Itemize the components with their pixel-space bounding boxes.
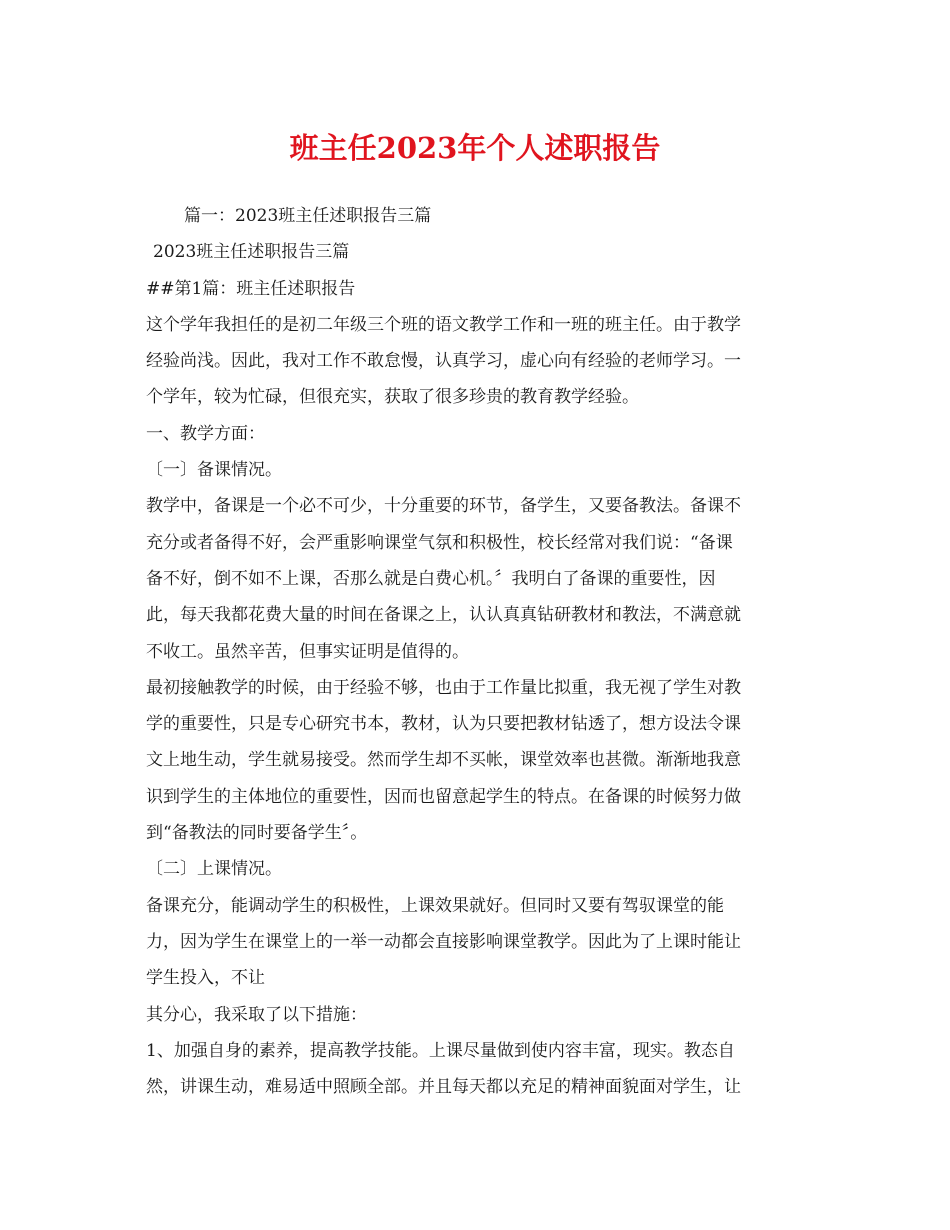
- document-body: [146, 198, 806, 1105]
- text-line: 识到学生的主体地位的重要性，因而也留意起学生的特点。在备课的时候努力做: [146, 786, 741, 807]
- text-line: 充分或者备得不好，会严重影响课堂气氛和积极性，校长经常对我们说：“备课: [146, 532, 733, 553]
- text-line: 力，因为学生在课堂上的一举一动都会直接影响课堂教学。因此为了上课时能让: [146, 931, 741, 952]
- text-line: 其分心，我采取了以下措施：: [146, 1004, 367, 1025]
- text-line: 个学年，较为忙碌，但很充实，获取了很多珍贵的教育教学经验。: [146, 387, 639, 408]
- text-line: 此，每天我都花费大量的时间在备课之上，认认真真钻研教材和教法，不满意就: [146, 605, 741, 626]
- text-line: 篇一：2023班主任述职报告三篇: [184, 206, 432, 226]
- text-line: 到“备教法的同时要备学生〞。: [146, 823, 368, 844]
- text-line: ##第1篇：班主任述职报告: [146, 278, 356, 299]
- text-line: 文上地生动，学生就易接受。然而学生却不买帐，课堂效率也甚微。渐渐地我意: [146, 750, 741, 771]
- text-line: 学生投入，不让: [146, 968, 265, 989]
- text-line: 经验尚浅。因此，我对工作不敢怠慢，认真学习，虚心向有经验的老师学习。一: [146, 351, 741, 372]
- text-line: 学的重要性，只是专心研究书本，教材，认为只要把教材钻透了，想方设法令课: [146, 714, 741, 735]
- text-line: 然，讲课生动，难易适中照顾全部。并且每天都以充足的精神面貌面对学生，让: [146, 1077, 741, 1098]
- text-line: 备不好，倒不如不上课，否那么就是白费心机。〞我明白了备课的重要性，因: [146, 568, 716, 589]
- text-line: 一、教学方面：: [146, 423, 265, 444]
- text-line: 不收工。虽然辛苦，但事实证明是值得的。: [146, 641, 469, 662]
- document-title: 班主任2023年个人述职报告: [289, 131, 661, 165]
- text-line: 2023班主任述职报告三篇: [153, 242, 350, 263]
- text-line: 〔一〕备课情况。: [146, 460, 282, 481]
- text-line: 备课充分，能调动学生的积极性，上课效果就好。但同时又要有驾驭课堂的能: [146, 895, 724, 916]
- text-line: 1、加强自身的素养，提高教学技能。上课尽量做到使内容丰富，现实。教态自: [146, 1040, 735, 1061]
- text-line: 教学中，备课是一个必不可少，十分重要的环节，备学生，又要备教法。备课不: [146, 496, 741, 517]
- text-line: 〔二〕上课情况。: [146, 859, 282, 880]
- text-line: 最初接触教学的时候，由于经验不够，也由于工作量比拟重，我无视了学生对教: [146, 677, 741, 698]
- text-line: 这个学年我担任的是初二年级三个班的语文教学工作和一班的班主任。由于教学: [146, 314, 741, 335]
